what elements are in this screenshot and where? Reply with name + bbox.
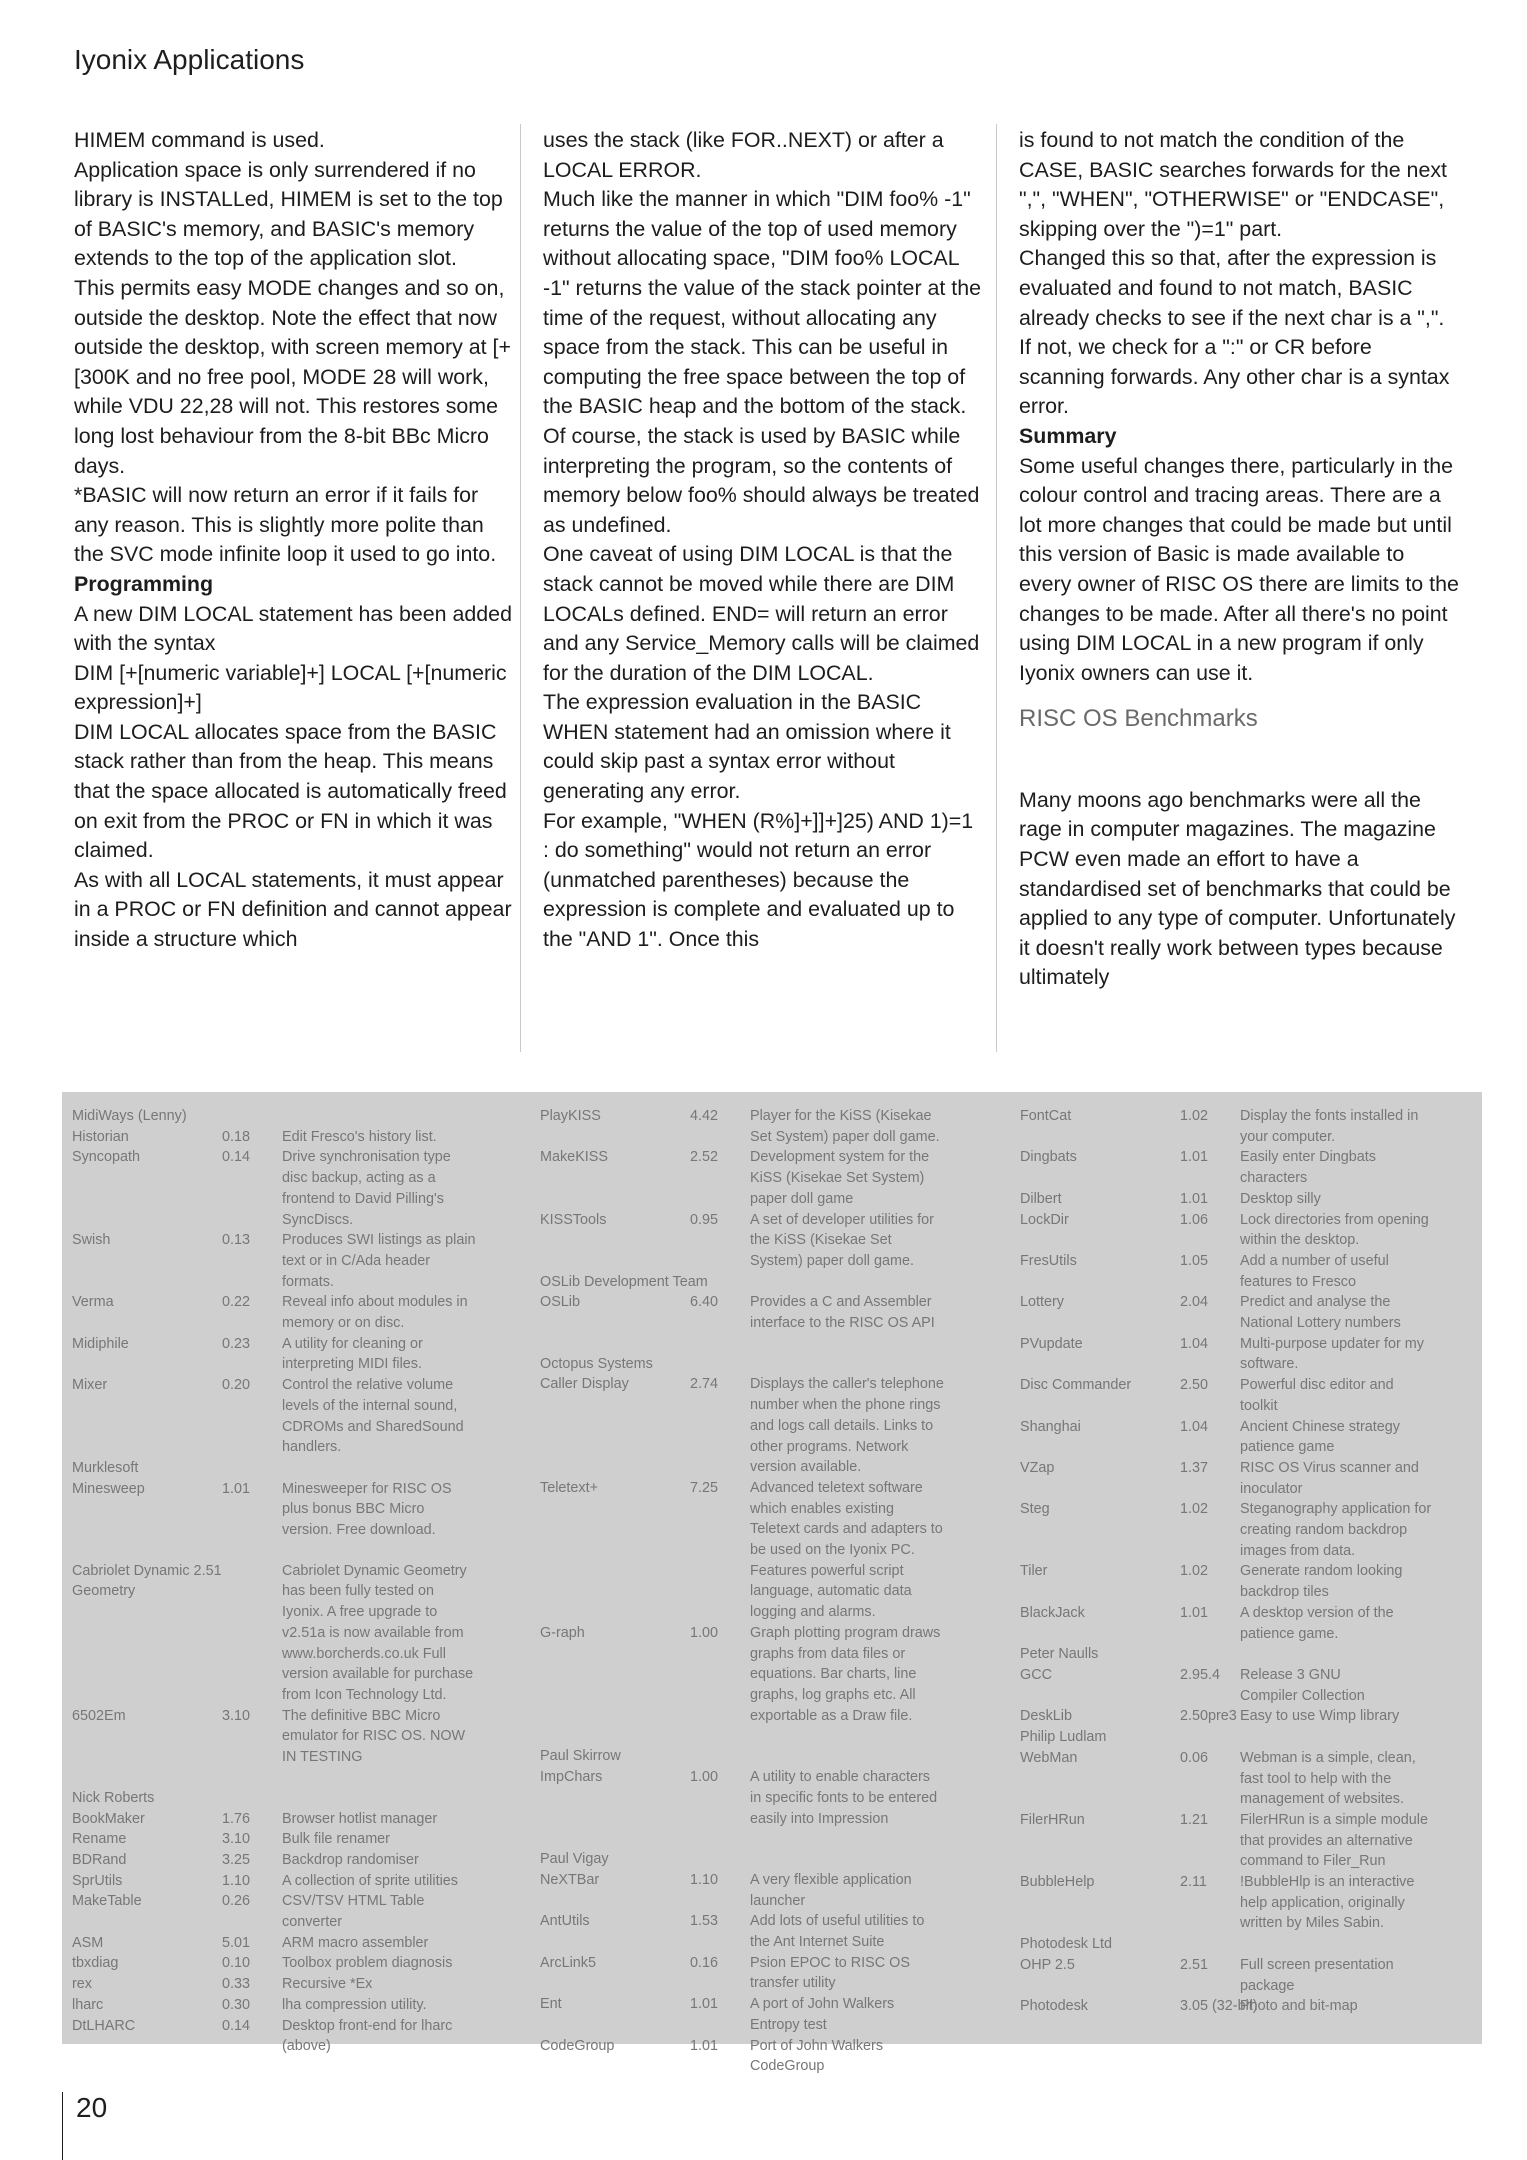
- software-version: 1.10: [690, 1871, 719, 1888]
- body-paragraph: HIMEM command is used.: [74, 128, 325, 152]
- software-name: KISSTools: [540, 1211, 607, 1228]
- body-paragraph: As with all LOCAL statements, it must appear in a PROC or FN definition and cannot appear inside a structure which: [74, 867, 512, 952]
- software-entry: [72, 1334, 522, 1375]
- software-name: BookMaker: [72, 1810, 145, 1827]
- software-description: FilerHRun is a simple module that provides an alternative command to Filer_Run: [1240, 1811, 1428, 1870]
- software-version: 0.16: [690, 1954, 719, 1971]
- software-description: Produces SWI listings as plain text or in C/Ada header formats.: [282, 1232, 476, 1290]
- software-version: 3.10: [222, 1831, 251, 1848]
- column-divider: [520, 124, 521, 1052]
- software-version: 0.14: [222, 1149, 251, 1166]
- software-version: 0.22: [222, 1294, 251, 1311]
- publisher-name: Philip Ludlam: [1020, 1729, 1107, 1746]
- software-name: Photodesk: [1020, 1998, 1089, 2015]
- software-version: 0.20: [222, 1377, 251, 1394]
- software-version: 3.25: [222, 1851, 251, 1868]
- software-description: A set of developer utilities for the KiSS (Kisekae Set System) paper doll game.: [750, 1211, 934, 1269]
- software-entry: [72, 1230, 522, 1292]
- software-name: Cabriolet Dynamic 2.51: [72, 1562, 222, 1579]
- software-version: 0.30: [222, 1996, 251, 2013]
- software-entry: [1020, 1147, 1475, 1188]
- software-entry: [1020, 1251, 1475, 1292]
- body-paragraph: DIM [+[numeric variable]+] LOCAL [+[numeric expression]+]: [74, 660, 507, 715]
- software-name: Dingbats: [1020, 1149, 1077, 1166]
- software-description: Full screen presentation package: [1240, 1956, 1394, 1994]
- software-version: 1.53: [690, 1913, 719, 1930]
- software-entry: [72, 1147, 522, 1230]
- software-version: 6.40: [690, 1294, 719, 1311]
- software-entry: [540, 1767, 990, 1829]
- software-entry: [540, 1292, 990, 1333]
- software-name: FilerHRun: [1020, 1811, 1085, 1828]
- software-version: 5.01: [222, 1934, 251, 1951]
- software-entry: [540, 1210, 990, 1272]
- publisher-name: OSLib Development Team: [540, 1273, 708, 1290]
- software-description: RISC OS Virus scanner and inoculator: [1240, 1459, 1419, 1497]
- software-description: Release 3 GNU Compiler Collection: [1240, 1666, 1365, 1704]
- software-version: 0.13: [222, 1232, 251, 1249]
- software-version: 4.42: [690, 1108, 719, 1124]
- software-name: Steg: [1020, 1501, 1050, 1518]
- page-number: 20: [76, 2092, 108, 2123]
- entry-spacer: [540, 1829, 990, 1849]
- publisher-name: MidiWays (Lenny): [72, 1108, 187, 1124]
- software-entry: [1020, 1417, 1475, 1458]
- software-description: Advanced teletext software which enables existing Teletext cards and adapters to be used on the Iyonix PC. Features powerful script language, automatic data logging and alarms.: [750, 1479, 943, 1621]
- software-entry: [72, 1933, 522, 1954]
- software-version: 2.95.4: [1180, 1666, 1221, 1683]
- software-description: ARM macro assembler: [282, 1934, 429, 1951]
- software-entry: [540, 1106, 990, 1147]
- software-entry: [540, 1147, 990, 1209]
- software-name: 6502Em: [72, 1707, 126, 1724]
- software-name: rex: [72, 1976, 92, 1993]
- software-description: Displays the caller's telephone number when the phone rings and logs call details. Links to other programs. Network version available.: [750, 1376, 944, 1476]
- software-name: BlackJack: [1020, 1604, 1085, 1621]
- software-description: Lock directories from opening within the desktop.: [1240, 1211, 1429, 1249]
- software-name: NeXTBar: [540, 1871, 600, 1888]
- software-entry: [1020, 1665, 1475, 1706]
- software-version: 0.95: [690, 1211, 719, 1228]
- software-description: Photo and bit-map: [1240, 1998, 1358, 2015]
- software-description: Easy to use Wimp library: [1240, 1708, 1400, 1725]
- software-name: MakeTable: [72, 1893, 142, 1910]
- software-name: WebMan: [1020, 1749, 1078, 1766]
- software-name: Disc Commander: [1020, 1377, 1132, 1394]
- software-description: !BubbleHlp is an interactive help application, originally written by Miles Sabin.: [1240, 1874, 1415, 1932]
- software-entry: [72, 1829, 522, 1850]
- software-description: Add a number of useful features to Fresco: [1240, 1252, 1389, 1290]
- software-listing-column-1: [72, 1106, 522, 2057]
- software-name: Historian: [72, 1128, 129, 1145]
- software-description: Predict and analyse the National Lottery numbers: [1240, 1294, 1401, 1332]
- body-paragraph: Many moons ago benchmarks were all the rage in computer magazines. The magazine PCW even made an effort to have a standardised set of benchmarks that could be applied to any type of computer. Unfortunately it doesn't really work between types because ultimately: [1019, 787, 1456, 990]
- software-entry: [72, 1292, 522, 1333]
- software-entry: [1020, 1292, 1475, 1333]
- software-name: lharc: [72, 1996, 104, 2013]
- software-entry: [1020, 1189, 1475, 1210]
- software-version: 1.01: [1180, 1604, 1209, 1621]
- software-version: 0.14: [222, 2017, 251, 2034]
- software-name-continued: Geometry: [72, 1583, 136, 1600]
- software-listing-column-2: [540, 1106, 990, 2077]
- software-description: Toolbox problem diagnosis: [282, 1955, 453, 1972]
- software-entry: [72, 1995, 522, 2016]
- software-version: 1.04: [1180, 1418, 1209, 1435]
- software-listing-table: [62, 1092, 1482, 2075]
- software-entry: [72, 1974, 522, 1995]
- software-version: 3.10: [222, 1707, 251, 1724]
- software-name: tbxdiag: [72, 1955, 119, 1972]
- software-entry: [72, 1706, 522, 1768]
- software-description: A desktop version of the patience game.: [1240, 1604, 1394, 1642]
- software-name: OHP 2.5: [1020, 1956, 1075, 1973]
- software-entry: [72, 1871, 522, 1892]
- software-name: PVupdate: [1020, 1335, 1083, 1352]
- software-entry: [540, 1478, 990, 1623]
- software-version: 1.00: [690, 1769, 719, 1786]
- body-paragraph: One caveat of using DIM LOCAL is that the stack cannot be moved while there are DIM LOCALs defined. END= will return an error and any Service_Memory calls will be claimed for the duration of the DIM LOCAL.: [543, 542, 980, 685]
- software-entry: [72, 1809, 522, 1830]
- software-entry: [540, 1994, 990, 2035]
- running-header: Iyonix Applications: [74, 44, 305, 75]
- software-name: Caller Display: [540, 1376, 629, 1393]
- software-name: SprUtils: [72, 1872, 123, 1889]
- software-name: G-raph: [540, 1624, 585, 1641]
- software-version: 1.76: [222, 1810, 251, 1827]
- software-entry: [1020, 1499, 1475, 1561]
- software-entry: [1020, 1810, 1475, 1872]
- entry-spacer: [72, 1541, 522, 1561]
- publisher-name: Nick Roberts: [72, 1789, 155, 1806]
- publisher-name: Photodesk Ltd: [1020, 1936, 1113, 1953]
- software-description: Reveal info about modules in memory or on disc.: [282, 1294, 468, 1332]
- entry-spacer: [540, 1726, 990, 1746]
- software-entry: [1020, 1334, 1475, 1375]
- software-version: 1.04: [1180, 1335, 1209, 1352]
- software-listing-column-3: [1020, 1106, 1475, 2017]
- body-paragraph: is found to not match the condition of the CASE, BASIC searches forwards for the next ",", "WHEN", "OTHERWISE" or "ENDCASE", skipping over the ")=1" part.: [1019, 128, 1447, 241]
- software-description: A very flexible application launcher: [750, 1871, 912, 1909]
- software-description: Minesweeper for RISC OS plus bonus BBC Micro version. Free download.: [282, 1480, 452, 1539]
- software-name: Teletext+: [540, 1479, 598, 1496]
- software-entry: [72, 2016, 522, 2057]
- software-description: Display the fonts installed in your computer.: [1240, 1108, 1419, 1145]
- software-version: 0.26: [222, 1893, 251, 1910]
- software-version: 2.74: [690, 1376, 719, 1393]
- software-version: 1.01: [690, 2037, 719, 2054]
- software-entry: [72, 1375, 522, 1458]
- software-description: Steganography application for creating random backdrop images from data.: [1240, 1501, 1432, 1559]
- software-description: A utility to enable characters in specific fonts to be entered easily into Impression: [750, 1769, 938, 1827]
- entry-spacer: [72, 1768, 522, 1788]
- body-paragraph: Application space is only surrendered if no library is INSTALLed, HIMEM is set to the top of BASIC's memory, and BASIC's memory extends to the top of the application slot.: [74, 157, 503, 271]
- software-name: AntUtils: [540, 1913, 590, 1930]
- software-version: 0.10: [222, 1955, 251, 1972]
- software-version: 2.50: [1180, 1377, 1209, 1394]
- software-version: 1.06: [1180, 1211, 1209, 1228]
- body-paragraph: The expression evaluation in the BASIC WHEN statement had an omission where it could skip past a syntax error without generating any error.: [543, 690, 951, 804]
- software-entry: [1020, 1748, 1475, 1810]
- body-paragraph: Some useful changes there, particularly in the colour control and tracing areas. There are a lot more changes that could be made but until this version of Basic is made available to every owner of RISC OS there are limits to the changes to be made. After all there's no point using DIM LOCAL in a new program if only Iyonix owners can use it.: [1019, 453, 1459, 685]
- publisher-name: Paul Vigay: [540, 1851, 609, 1868]
- software-name: ImpChars: [540, 1769, 603, 1786]
- software-name: Ent: [540, 1996, 562, 2013]
- software-description: The definitive BBC Micro emulator for RISC OS. NOW IN TESTING: [282, 1707, 466, 1766]
- article-column-1: [74, 126, 514, 955]
- body-paragraph: A new DIM LOCAL statement has been added with the syntax: [74, 601, 512, 656]
- software-name: GCC: [1020, 1666, 1052, 1683]
- software-version: 2.04: [1180, 1294, 1209, 1311]
- software-entry: [72, 1561, 522, 1706]
- software-version: 2.52: [690, 1149, 719, 1166]
- software-version: 2.50pre3: [1180, 1708, 1237, 1725]
- software-description: Easily enter Dingbats characters: [1240, 1149, 1376, 1187]
- software-entry: [540, 1911, 990, 1952]
- publisher-name: Octopus Systems: [540, 1355, 653, 1372]
- software-entry: [1020, 1375, 1475, 1416]
- software-description: A port of John Walkers Entropy test: [750, 1996, 895, 2033]
- software-entry: [72, 1891, 522, 1932]
- software-name: Dilbert: [1020, 1190, 1062, 1207]
- software-name: BubbleHelp: [1020, 1874, 1095, 1891]
- software-description: Powerful disc editor and toolkit: [1240, 1377, 1394, 1414]
- software-description: A collection of sprite utilities: [282, 1872, 458, 1889]
- software-name: DtLHARC: [72, 2017, 136, 2034]
- software-description: Ancient Chinese strategy patience game: [1240, 1418, 1400, 1456]
- body-paragraph: Much like the manner in which "DIM foo% -1" returns the value of the top of used memory without allocating space, "DIM foo% LOCAL -1" returns the value of the stack pointer at the time of the request, without allocating any space from the stack. This can be useful in computing the free space between the top of the BASIC heap and the bottom of the stack. Of course, the stack is used by BASIC while interpreting the program, so the contents of memory below foo% should always be treated as undefined.: [543, 187, 982, 537]
- software-description: Recursive *Ex: [282, 1976, 373, 1993]
- software-version: 1.02: [1180, 1108, 1209, 1124]
- software-name: Verma: [72, 1294, 114, 1311]
- software-version: 1.10: [222, 1872, 251, 1889]
- software-name: CodeGroup: [540, 2037, 615, 2054]
- software-entry: [1020, 1458, 1475, 1499]
- software-entry: [540, 1374, 990, 1478]
- software-description: Webman is a simple, clean, fast tool to help with the management of websites.: [1240, 1749, 1416, 1808]
- software-name: ASM: [72, 1934, 104, 1951]
- software-entry: [540, 1953, 990, 1994]
- software-name: VZap: [1020, 1459, 1055, 1476]
- software-name: Tiler: [1020, 1563, 1048, 1580]
- software-name: DeskLib: [1020, 1708, 1072, 1725]
- body-paragraph: For example, "WHEN (R%]+]]+]25) AND 1)=1 : do something" would not return an error (unmatched parentheses) because the expression is complete and evaluated up to the "AND 1". Once this: [543, 808, 974, 952]
- software-entry: [72, 1127, 522, 1148]
- body-paragraph: Changed this so that, after the expression is evaluated and found to not match, BASIC already checks to see if the next char is a ",". If not, we check for a ":" or CR before scanning forwards. Any other char is a syntax error.: [1019, 246, 1450, 419]
- software-version: 1.01: [1180, 1149, 1209, 1166]
- software-description: Add lots of useful utilities to the Ant Internet Suite: [750, 1913, 925, 1951]
- software-name: OSLib: [540, 1294, 580, 1311]
- software-name: ArcLink5: [540, 1954, 596, 1971]
- publisher-name: Peter Naulls: [1020, 1646, 1099, 1663]
- software-description: Graph plotting program draws graphs from data files or equations. Bar charts, line graphs, log graphs etc. All exportable as a Draw file.: [750, 1624, 941, 1724]
- software-entry: [72, 1479, 522, 1541]
- software-name: Lottery: [1020, 1294, 1064, 1311]
- publisher-name: Paul Skirrow: [540, 1748, 621, 1765]
- section-subheading: Summary: [1019, 423, 1117, 448]
- software-description: Control the relative volume levels of the internal sound, CDROMs and SharedSound handlers.: [282, 1377, 464, 1456]
- software-version: 1.02: [1180, 1563, 1209, 1580]
- body-paragraph: This permits easy MODE changes and so on, outside the desktop. Note the effect that now outside the desktop, with screen memory at [+[300K and no free pool, MODE 28 will work, while VDU 22,28 will not. This restores some long lost behaviour from the 8-bit BBc Micro days.: [74, 275, 511, 478]
- publisher-name: Murklesoft: [72, 1459, 139, 1476]
- software-version: 0.06: [1180, 1749, 1209, 1766]
- software-version: 1.00: [690, 1624, 719, 1641]
- software-name: Rename: [72, 1831, 127, 1848]
- software-entry: [540, 1623, 990, 1727]
- software-description: Provides a C and Assembler interface to the RISC OS API: [750, 1294, 935, 1332]
- software-name: Mixer: [72, 1377, 108, 1394]
- software-name: Swish: [72, 1232, 111, 1249]
- software-entry: [1020, 1706, 1475, 1727]
- software-version: 1.01: [1180, 1190, 1209, 1207]
- software-version: 2.51: [1180, 1956, 1209, 1973]
- software-entry: [1020, 1106, 1475, 1147]
- software-entry: [1020, 1210, 1475, 1251]
- body-paragraph: DIM LOCAL allocates space from the BASIC stack rather than from the heap. This means that the space allocated is automatically freed on exit from the PROC or FN in which it was claimed.: [74, 719, 507, 863]
- software-version: 0.18: [222, 1128, 251, 1145]
- software-entry: [1020, 1603, 1475, 1644]
- software-description: Port of John Walkers CodeGroup: [750, 2037, 884, 2075]
- body-paragraph: uses the stack (like FOR..NEXT) or after a LOCAL ERROR.: [543, 128, 944, 182]
- software-description: Desktop silly: [1240, 1190, 1321, 1207]
- software-description: Edit Fresco's history list.: [282, 1128, 437, 1145]
- software-description: Drive synchronisation type disc backup, acting as a frontend to David Pilling's SyncDiscs.: [282, 1149, 451, 1228]
- software-description: CSV/TSV HTML Table converter: [282, 1893, 425, 1931]
- software-version: 0.23: [222, 1335, 251, 1352]
- software-version: 2.11: [1180, 1874, 1207, 1891]
- section-subheading: Programming: [74, 571, 214, 596]
- software-description: Cabriolet Dynamic Geometry has been fully tested on Iyonix. A free upgrade to v2.51a is now available from www.borcherds.co.uk Full version available for purchase from Icon Technology Ltd.: [282, 1562, 474, 1703]
- software-version: 1.01: [222, 1480, 251, 1497]
- software-version: 1.05: [1180, 1252, 1209, 1269]
- software-version: 1.01: [690, 1996, 719, 2013]
- software-version: 1.21: [1180, 1811, 1209, 1828]
- software-name: PlayKISS: [540, 1108, 601, 1124]
- software-version: 3.05 (32-bit): [1180, 1998, 1258, 2015]
- software-name: BDRand: [72, 1851, 127, 1868]
- software-entry: [72, 1953, 522, 1974]
- footer-rule: [62, 2092, 63, 2160]
- software-description: lha compression utility.: [282, 1996, 427, 2013]
- software-entry: [72, 1850, 522, 1871]
- software-description: Browser hotlist manager: [282, 1810, 438, 1827]
- software-description: Bulk file renamer: [282, 1831, 390, 1848]
- software-name: Minesweep: [72, 1480, 145, 1497]
- software-name: MakeKISS: [540, 1149, 608, 1166]
- software-description: Player for the KiSS (Kisekae Set System) paper doll game.: [750, 1108, 940, 1145]
- software-name: Midiphile: [72, 1335, 129, 1352]
- section-heading: RISC OS Benchmarks: [1019, 705, 1258, 733]
- software-description: Generate random looking backdrop tiles: [1240, 1563, 1403, 1601]
- software-name: Syncopath: [72, 1149, 141, 1166]
- software-entry: [540, 2036, 990, 2077]
- software-entry: [1020, 1872, 1475, 1934]
- software-entry: [540, 1870, 990, 1911]
- software-description: Development system for the KiSS (Kisekae Set System) paper doll game: [750, 1149, 930, 1207]
- software-description: Desktop front-end for lharc (above): [282, 2017, 453, 2055]
- software-name: Shanghai: [1020, 1418, 1081, 1435]
- software-version: 1.37: [1180, 1459, 1209, 1476]
- article-column-3: [1019, 126, 1459, 993]
- software-description: A utility for cleaning or interpreting MIDI files.: [282, 1335, 423, 1373]
- body-paragraph: *BASIC will now return an error if it fails for any reason. This is slightly more polite than the SVC mode infinite loop it used to go into.: [74, 483, 497, 567]
- software-version: 1.02: [1180, 1501, 1209, 1518]
- software-name: FresUtils: [1020, 1252, 1077, 1269]
- software-entry: [1020, 1561, 1475, 1602]
- software-version: 7.25: [690, 1479, 719, 1496]
- column-divider: [996, 124, 997, 1052]
- software-description: Psion EPOC to RISC OS transfer utility: [750, 1954, 910, 1992]
- software-name: FontCat: [1020, 1108, 1072, 1124]
- software-name: LockDir: [1020, 1211, 1069, 1228]
- entry-spacer: [540, 1334, 990, 1354]
- software-version: 0.33: [222, 1976, 251, 1993]
- article-column-2: [543, 126, 983, 955]
- software-description: Multi-purpose updater for my software.: [1240, 1335, 1424, 1373]
- software-entry: [1020, 1996, 1475, 2017]
- software-entry: [1020, 1955, 1475, 1996]
- software-description: Backdrop randomiser: [282, 1851, 419, 1868]
